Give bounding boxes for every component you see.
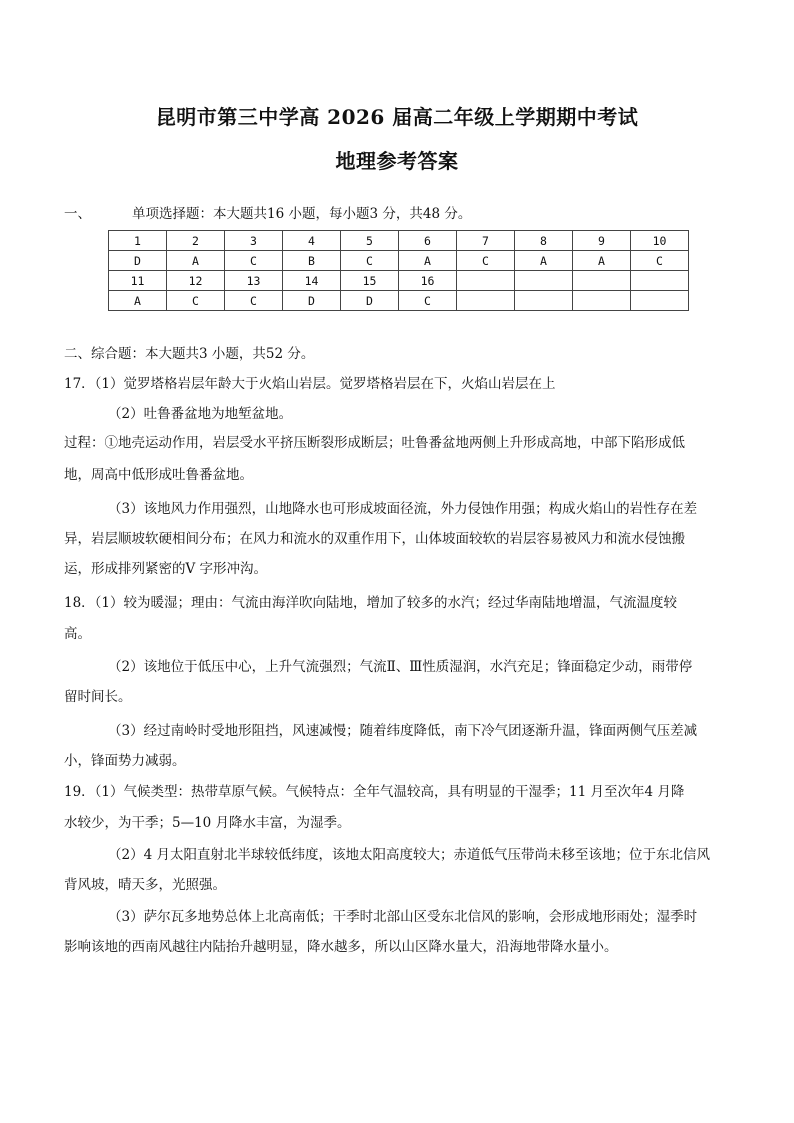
answer-line: （2）吐鲁番盆地为地堑盆地。 xyxy=(108,406,293,422)
table-cell xyxy=(573,291,631,311)
answer-line: 运，形成排列紧密的V 字形冲沟。 xyxy=(64,561,268,577)
table-cell: 9 xyxy=(573,231,631,251)
table-cell xyxy=(631,291,689,311)
answer-line: 背风坡，晴天多，光照强。 xyxy=(64,877,226,893)
table-cell: 7 xyxy=(457,231,515,251)
answer-line: 留时间长。 xyxy=(64,689,132,705)
answer-line: （2）该地位于低压中心，上升气流强烈；气流Ⅱ、Ⅲ性质湿润，水汽充足；锋面稳定少动，雨带停 xyxy=(108,659,693,675)
table-cell: C xyxy=(631,251,689,271)
table-cell: 11 xyxy=(109,271,167,291)
answer-line: （3）该地风力作用强烈，山地降水也可形成坡面径流，外力侵蚀作用强；构成火焰山的岩性存在差 xyxy=(108,501,698,517)
table-cell: 3 xyxy=(225,231,283,251)
table-cell: 4 xyxy=(283,231,341,251)
answer-line: 异，岩层顺坡软硬相间分布；在风力和流水的双重作用下，山体坡面较软的岩层容易被风力和流水侵蚀搬 xyxy=(64,531,685,547)
table-cell: C xyxy=(457,251,515,271)
table-cell xyxy=(457,271,515,291)
answer-line: （2）4 月太阳直射北半球较低纬度，该地太阳高度较大；赤道低气压带尚未移至该地；位于东北信风 xyxy=(108,847,710,863)
answer-line: （3）萨尔瓦多地势总体上北高南低；干季时北部山区受东北信风的影响，会形成地形雨处；湿季时 xyxy=(108,909,698,925)
page-subtitle: 地理参考答案 xyxy=(335,149,459,173)
table-cell: C xyxy=(399,291,457,311)
table-cell: 5 xyxy=(341,231,399,251)
section1-number: 一、 xyxy=(64,206,91,222)
table-cell: A xyxy=(167,251,225,271)
table-row xyxy=(109,251,689,271)
table-cell: D xyxy=(341,291,399,311)
answer-line: （3）经过南岭时受地形阻挡，风速减慢；随着纬度降低，南下冷气团逐渐升温，锋面两侧气压差减 xyxy=(108,723,698,739)
table-row xyxy=(109,231,689,251)
answer-line: 影响该地的西南风越往内陆抬升越明显，降水越多，所以山区降水量大，沿海地带降水量小。 xyxy=(64,939,618,955)
table-cell xyxy=(631,271,689,291)
answer-line: 18．（1）较为暖湿；理由：气流由海洋吹向陆地，增加了较多的水汽；经过华南陆地增温，气流温度较 xyxy=(64,595,678,611)
answer-line: 19．（1）气候类型：热带草原气候。气候特点：全年气温较高，具有明显的干湿季；11 月至次年4 月降 xyxy=(64,784,685,800)
table-cell: A xyxy=(515,251,573,271)
table-cell xyxy=(573,271,631,291)
table-cell: 14 xyxy=(283,271,341,291)
table-cell: A xyxy=(109,291,167,311)
answer-line: 过程：①地壳运动作用，岩层受水平挤压断裂形成断层；吐鲁番盆地两侧上升形成高地，中部下陷形成低 xyxy=(64,435,685,451)
table-cell: 10 xyxy=(631,231,689,251)
section1-heading xyxy=(64,205,471,223)
table-cell: C xyxy=(341,251,399,271)
answer-line: 地，周高中低形成吐鲁番盆地。 xyxy=(64,467,253,483)
page-title: 昆明市第三中学高 2026 届高二年级上学期期中考试 xyxy=(155,105,639,129)
table-cell xyxy=(457,291,515,311)
table-cell: 6 xyxy=(399,231,457,251)
answer-line: 17．（1）觉罗塔格岩层年龄大于火焰山岩层。觉罗塔格岩层在下，火焰山岩层在上 xyxy=(64,376,556,392)
table-cell: D xyxy=(283,291,341,311)
table-cell xyxy=(515,291,573,311)
table-cell: C xyxy=(225,251,283,271)
table-row xyxy=(109,271,689,291)
section2-heading: 二、综合题：本大题共3 小题，共52 分。 xyxy=(64,346,315,362)
table-row xyxy=(109,291,689,311)
table-cell: C xyxy=(225,291,283,311)
answer-line: 高。 xyxy=(64,626,91,642)
table-cell: 12 xyxy=(167,271,225,291)
answer-line: 小，锋面势力减弱。 xyxy=(64,753,186,769)
section1-heading-text: 单项选择题：本大题共16 小题，每小题3 分，共48 分。 xyxy=(132,206,472,222)
table-cell: B xyxy=(283,251,341,271)
table-cell: C xyxy=(167,291,225,311)
table-cell: 16 xyxy=(399,271,457,291)
table-cell: 15 xyxy=(341,271,399,291)
table-cell: D xyxy=(109,251,167,271)
answer-table xyxy=(108,230,689,311)
table-cell: A xyxy=(573,251,631,271)
table-cell: 13 xyxy=(225,271,283,291)
answer-line: 水较少，为干季；5—10 月降水丰富，为湿季。 xyxy=(64,815,351,831)
table-cell: 8 xyxy=(515,231,573,251)
table-cell: 1 xyxy=(109,231,167,251)
table-cell xyxy=(515,271,573,291)
table-cell: A xyxy=(399,251,457,271)
table-cell: 2 xyxy=(167,231,225,251)
